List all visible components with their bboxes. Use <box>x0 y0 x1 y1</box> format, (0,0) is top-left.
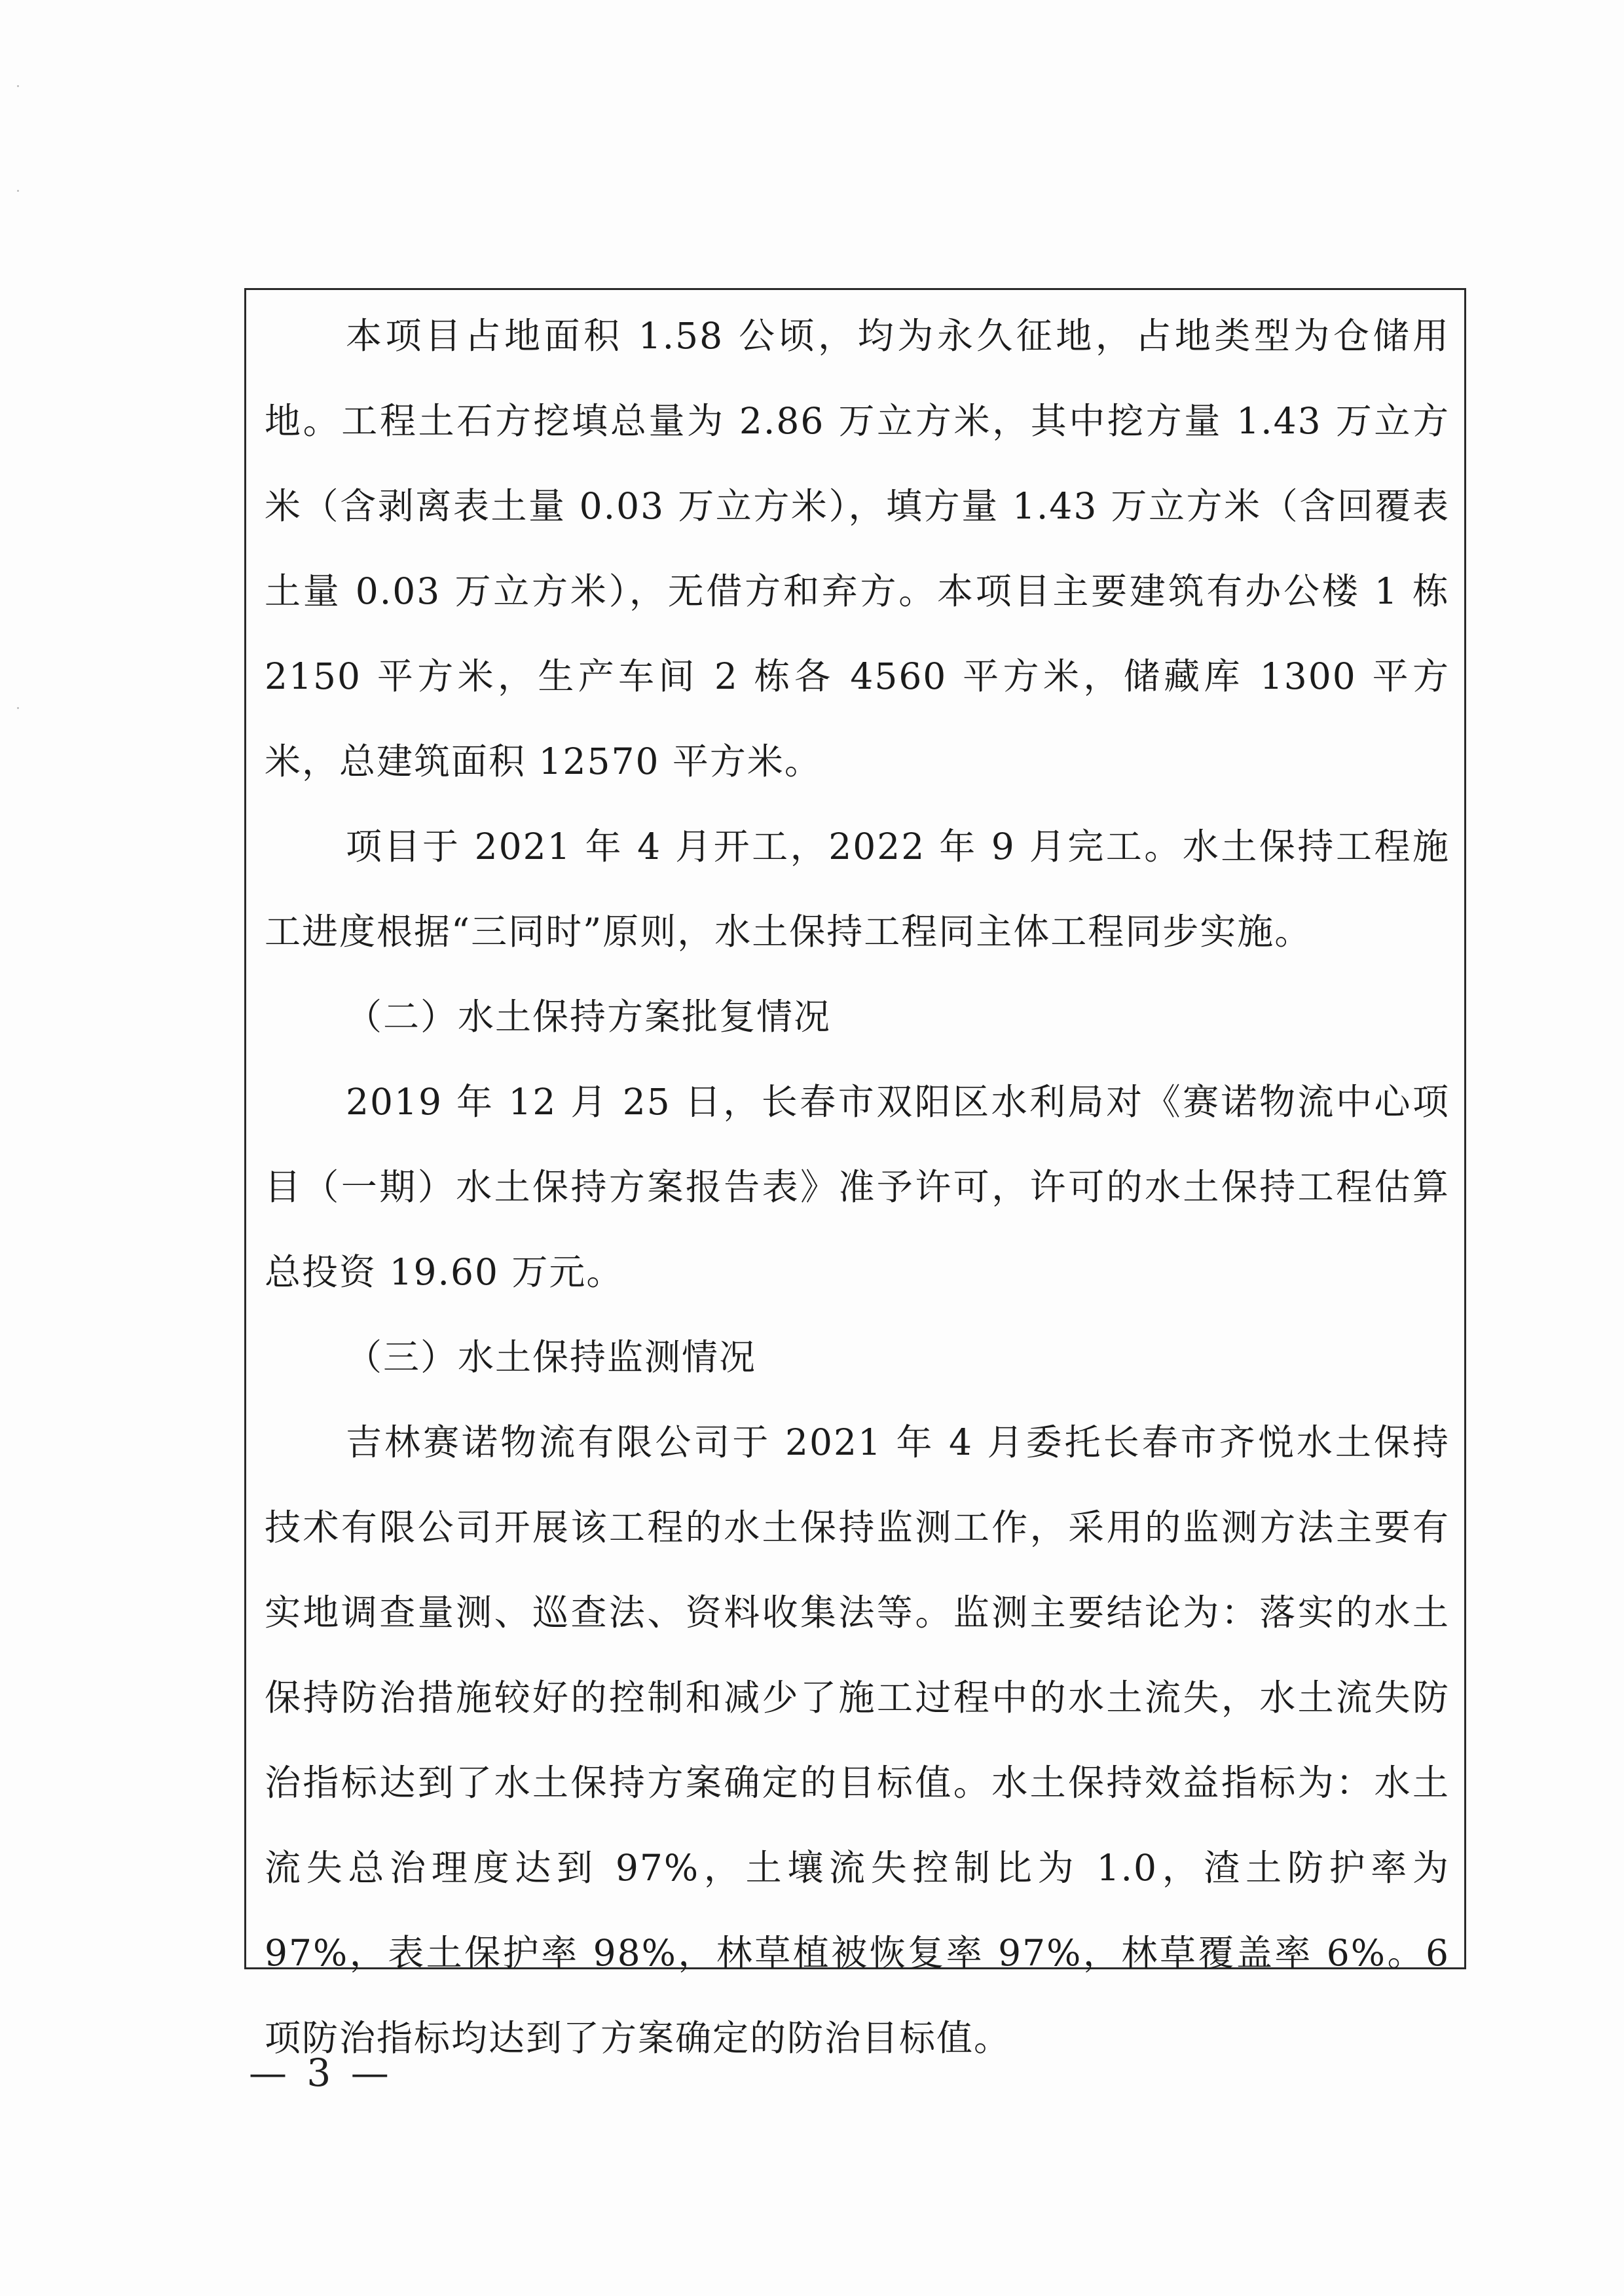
section-heading-monitoring: （三）水土保持监测情况 <box>346 1336 757 1378</box>
scan-artifact-dot <box>17 707 19 709</box>
paragraph-project-overview: 本项目占地面积 1.58 公顷，均为永久征地，占地类型为仓储用地。工程土石方挖填总量为 2.86 万立方米，其中挖方量 1.43 万立方米（含剥离表土量 0.03 万立方米），填方量 1.43 万立方米（含回覆表土量 0.03 万立方米），无借方和弃方。本项目主要建筑有办公楼 1 栋 2150 平方米，生产车间 2 栋各 4560 平方米，储藏库 1300 平方米，总建筑面积 12570 平方米。 <box>265 315 1450 782</box>
content-body <box>265 293 1450 2081</box>
scan-artifact-dot <box>17 190 19 192</box>
page-number: — 3 — <box>249 2050 393 2095</box>
paragraph-construction-schedule: 项目于 2021 年 4 月开工，2022 年 9 月完工。水土保持工程施工进度根据“三同时”原则，水土保持工程同主体工程同步实施。 <box>265 826 1450 953</box>
paragraph-plan-approval: 2019 年 12 月 25 日，长春市双阳区水利局对《赛诺物流中心项目（一期）水土保持方案报告表》准予许可，许可的水土保持工程估算总投资 19.60 万元。 <box>265 1081 1450 1293</box>
paragraph-monitoring: 吉林赛诺物流有限公司于 2021 年 4 月委托长春市齐悦水土保持技术有限公司开展该工程的水土保持监测工作，采用的监测方法主要有实地调查量测、巡查法、资料收集法等。监测主要结论为：落实的水土保持防治措施较好的控制和减少了施工过程中的水土流失，水土流失防治指标达到了水土保持方案确定的目标值。水土保持效益指标为：水土流失总治理度达到 97%，土壤流失控制比为 1.0，渣土防护率为 97%，表土保护率 98%，林草植被恢复率 97%，林草覆盖率 6%。6 项防治指标均达到了方案确定的防治目标值。 <box>265 1421 1450 2059</box>
scan-artifact-dot <box>17 85 19 87</box>
section-heading-plan-approval: （二）水土保持方案批复情况 <box>346 996 832 1038</box>
